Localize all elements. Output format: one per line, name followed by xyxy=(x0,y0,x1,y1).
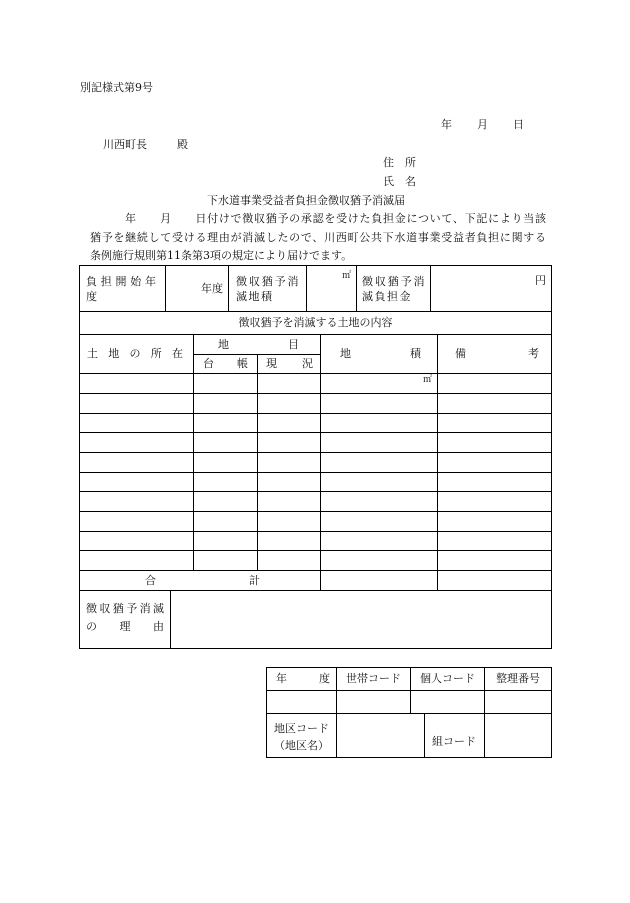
current-header xyxy=(257,354,321,374)
current-header-label: 現況 xyxy=(266,357,313,370)
group-code-header xyxy=(424,713,485,758)
location-header-label: 土地の所在 xyxy=(87,347,183,360)
household-code-header xyxy=(336,667,411,691)
name-label: 氏名 xyxy=(383,175,416,188)
remarks-header xyxy=(437,334,552,374)
land-row-3-area-cell xyxy=(320,413,438,433)
group-code-value xyxy=(484,713,552,758)
area-label-cell xyxy=(228,265,307,312)
land-row-10-current-cell xyxy=(257,550,321,571)
land-row-1-area-cell xyxy=(320,373,438,394)
land-row-3-remarks-cell xyxy=(437,413,552,433)
land-row-7-ledger-cell xyxy=(193,491,258,512)
land-row-4-ledger-cell xyxy=(193,432,258,453)
address-label: 住所 xyxy=(383,156,416,169)
remarks-header-label: 備考 xyxy=(455,347,539,360)
land-row-6-area-cell xyxy=(320,472,438,492)
land-row-8-area-cell xyxy=(320,511,438,532)
land-row-10-area-cell xyxy=(320,550,438,571)
land-row-6-ledger-cell xyxy=(193,472,258,492)
office-fiscal-year-header xyxy=(266,667,337,691)
amount-label: 徴収猶予消滅負担金 xyxy=(362,275,426,303)
land-row-1-location-cell xyxy=(79,373,194,394)
land-row-7-current-cell xyxy=(257,491,321,512)
ledger-header-label: 台帳 xyxy=(203,357,248,370)
ledger-header xyxy=(193,354,258,374)
addressee-name: 川西町長 xyxy=(103,138,147,151)
land-row-5-location-cell xyxy=(79,452,194,473)
household-code-label: 世帯コード xyxy=(346,672,401,685)
land-category-header-label: 地目 xyxy=(218,337,299,351)
land-row-9-current-cell xyxy=(257,531,321,551)
area-value-cell xyxy=(306,265,357,312)
total-label-cell xyxy=(79,570,321,591)
personal-code-label: 個人コード xyxy=(420,672,475,685)
land-row-3-current-cell xyxy=(257,413,321,433)
land-row-2-area-cell xyxy=(320,393,438,414)
land-row-9-remarks-cell xyxy=(437,531,552,551)
land-row-7-remarks-cell xyxy=(437,491,552,512)
land-section-heading: 徴収猶予を消滅する土地の内容 xyxy=(238,316,393,329)
land-row-7-area-cell xyxy=(320,491,438,512)
land-section-heading-cell xyxy=(79,311,552,335)
form-number: 別記様式第9号 xyxy=(80,81,153,94)
land-row-8-location-cell xyxy=(79,511,194,532)
date-line: 年 月 日 xyxy=(441,118,525,131)
land-row-4-area-cell xyxy=(320,432,438,453)
land-row-10-ledger-cell xyxy=(193,550,258,571)
reason-label-cell xyxy=(79,590,171,649)
location-header xyxy=(79,334,194,374)
area-header-label: 地積 xyxy=(340,347,421,360)
district-name-label: （地区名） xyxy=(274,739,329,752)
amount-unit: 円 xyxy=(535,274,546,287)
reference-number-header xyxy=(484,667,552,691)
total-label: 合計 xyxy=(145,573,260,587)
land-row-4-location-cell xyxy=(79,432,194,453)
area-unit: ㎡ xyxy=(341,271,351,281)
land-row-10-location-cell xyxy=(79,550,194,571)
amount-label-cell xyxy=(356,265,431,312)
amount-value-cell xyxy=(430,265,552,312)
land-row-3-ledger-cell xyxy=(193,413,258,433)
land-row-4-current-cell xyxy=(257,432,321,453)
addressee-honorific: 殿 xyxy=(177,138,188,151)
body-line-1: 年 月 日付けで徴収猶予の承認を受けた負担金について、下記により当該 xyxy=(125,212,546,225)
land-row-4-remarks-cell xyxy=(437,432,552,453)
land-row-10-remarks-cell xyxy=(437,550,552,571)
land-category-header xyxy=(193,334,321,355)
land-row-5-current-cell xyxy=(257,452,321,473)
office-fiscal-year-value xyxy=(266,690,337,714)
land-row-2-location-cell xyxy=(79,393,194,414)
start-year-label-cell xyxy=(79,265,166,312)
land-row-8-current-cell xyxy=(257,511,321,532)
office-fiscal-year-label: 年度 xyxy=(276,672,330,685)
district-code-header xyxy=(266,713,337,758)
land-row-6-remarks-cell xyxy=(437,472,552,492)
land-row-2-remarks-cell xyxy=(437,393,552,414)
district-code-value xyxy=(336,713,425,758)
household-code-value xyxy=(336,690,411,714)
land-row-1-current-cell xyxy=(257,373,321,394)
land-row-3-location-cell xyxy=(79,413,194,433)
reason-label: 徴収猶予消滅の理由 xyxy=(86,602,166,633)
land-row-6-current-cell xyxy=(257,472,321,492)
land-area-unit: ㎡ xyxy=(422,375,432,385)
land-row-2-ledger-cell xyxy=(193,393,258,414)
reason-value-cell xyxy=(170,590,552,649)
land-row-5-ledger-cell xyxy=(193,452,258,473)
land-row-9-ledger-cell xyxy=(193,531,258,551)
personal-code-value xyxy=(410,690,485,714)
land-row-1-remarks-cell xyxy=(437,373,552,394)
land-row-7-location-cell xyxy=(79,491,194,512)
district-code-label: 地区コード xyxy=(274,722,329,735)
land-row-8-ledger-cell xyxy=(193,511,258,532)
body-line-2: 猶予を継続して受ける理由が消滅したので、川西町公共下水道事業受益者負担に関する xyxy=(90,231,546,244)
start-year-label: 負担開始年度 xyxy=(86,275,158,303)
total-area-cell xyxy=(320,570,438,591)
group-code-label: 組コード xyxy=(432,735,476,748)
land-row-9-area-cell xyxy=(320,531,438,551)
land-row-6-location-cell xyxy=(79,472,194,492)
land-row-9-location-cell xyxy=(79,531,194,551)
area-label: 徴収猶予消滅地積 xyxy=(236,275,300,303)
land-row-2-current-cell xyxy=(257,393,321,414)
land-row-5-remarks-cell xyxy=(437,452,552,473)
land-row-8-remarks-cell xyxy=(437,511,552,532)
start-year-value-cell xyxy=(165,265,229,312)
land-row-5-area-cell xyxy=(320,452,438,473)
body-line-3: 条例施行規則第11条第3項の規定により届けでます。 xyxy=(90,249,353,262)
area-header xyxy=(320,334,438,374)
district-label-block xyxy=(274,720,329,754)
reference-number-value xyxy=(484,690,552,714)
start-year-unit: 年度 xyxy=(201,281,223,295)
personal-code-header xyxy=(410,667,485,691)
total-remarks-cell xyxy=(437,570,552,591)
form-title: 下水道事業受益者負担金徴収猶予消滅届 xyxy=(207,194,405,207)
reference-number-label: 整理番号 xyxy=(496,672,540,685)
land-row-1-ledger-cell xyxy=(193,373,258,394)
